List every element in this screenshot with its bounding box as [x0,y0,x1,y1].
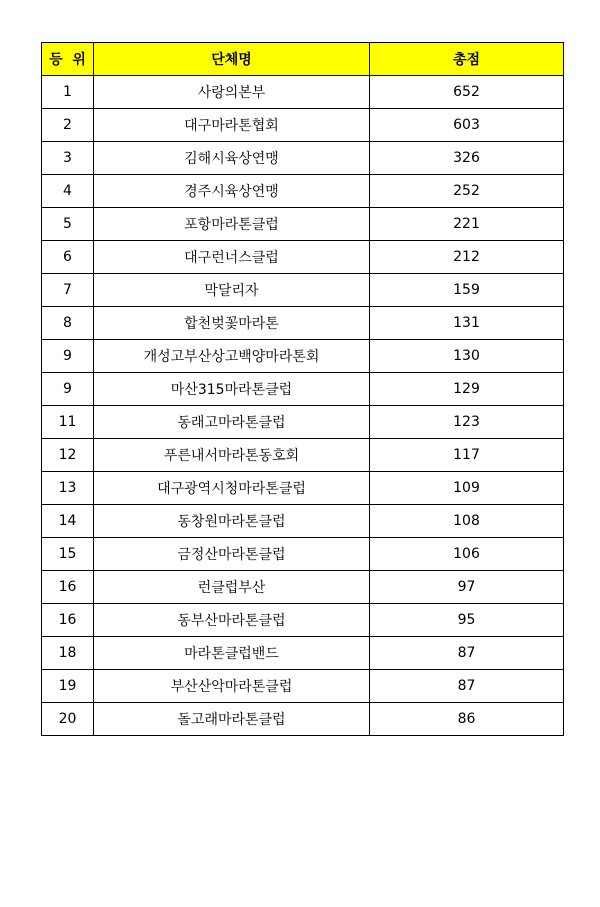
rank-cell: 9 [42,373,94,406]
rank-cell: 6 [42,241,94,274]
table-row [42,637,564,670]
table-row [42,538,564,571]
rank-cell: 11 [42,406,94,439]
table-body [42,76,564,736]
score-cell: 130 [370,340,564,373]
rank-cell: 12 [42,439,94,472]
rank-cell: 15 [42,538,94,571]
table-row [42,109,564,142]
rank-cell: 19 [42,670,94,703]
team-name-cell: 마라톤클럽밴드 [94,637,370,670]
team-name-cell: 부산산악마라톤클럽 [94,670,370,703]
table-row [42,307,564,340]
table-row [42,439,564,472]
score-cell: 108 [370,505,564,538]
score-cell: 221 [370,208,564,241]
score-cell: 603 [370,109,564,142]
team-name-cell: 동래고마라톤클럽 [94,406,370,439]
team-name-cell: 대구런너스클럽 [94,241,370,274]
team-name-cell: 돌고래마라톤클럽 [94,703,370,736]
team-name-cell: 대구광역시청마라톤클럽 [94,472,370,505]
rank-cell: 1 [42,76,94,109]
team-name-cell: 개성고부산상고백양마라톤회 [94,340,370,373]
table-row [42,208,564,241]
team-name-cell: 런클럽부산 [94,571,370,604]
score-cell: 326 [370,142,564,175]
score-cell: 123 [370,406,564,439]
team-name-cell: 막달리자 [94,274,370,307]
ranking-table [41,42,564,736]
rank-cell: 2 [42,109,94,142]
score-cell: 87 [370,670,564,703]
score-cell: 86 [370,703,564,736]
rank-cell: 7 [42,274,94,307]
rank-cell: 14 [42,505,94,538]
rank-cell: 9 [42,340,94,373]
table-header-row [42,43,564,76]
score-cell: 652 [370,76,564,109]
table-row [42,505,564,538]
score-cell: 87 [370,637,564,670]
table-row [42,571,564,604]
table-row [42,142,564,175]
table-row [42,274,564,307]
rank-cell: 3 [42,142,94,175]
score-cell: 252 [370,175,564,208]
header-team-name: 단체명 [94,43,370,76]
score-cell: 159 [370,274,564,307]
score-cell: 117 [370,439,564,472]
rank-cell: 18 [42,637,94,670]
score-cell: 106 [370,538,564,571]
table-row [42,340,564,373]
table-row [42,76,564,109]
rank-cell: 5 [42,208,94,241]
rank-cell: 13 [42,472,94,505]
team-name-cell: 합천벚꽃마라톤 [94,307,370,340]
rank-cell: 20 [42,703,94,736]
team-name-cell: 경주시육상연맹 [94,175,370,208]
team-name-cell: 금정산마라톤클럽 [94,538,370,571]
score-cell: 212 [370,241,564,274]
table-row [42,373,564,406]
score-cell: 109 [370,472,564,505]
score-cell: 95 [370,604,564,637]
team-name-cell: 푸른내서마라톤동호회 [94,439,370,472]
team-name-cell: 대구마라톤협회 [94,109,370,142]
team-name-cell: 사랑의본부 [94,76,370,109]
table-row [42,604,564,637]
table-row [42,406,564,439]
table-row [42,472,564,505]
team-name-cell: 포항마라톤클럽 [94,208,370,241]
score-cell: 97 [370,571,564,604]
table-row [42,670,564,703]
header-total-score: 총점 [370,43,564,76]
rank-cell: 4 [42,175,94,208]
team-name-cell: 동창원마라톤클럽 [94,505,370,538]
rank-cell: 16 [42,604,94,637]
score-cell: 131 [370,307,564,340]
rank-cell: 8 [42,307,94,340]
team-name-cell: 마산315마라톤클럽 [94,373,370,406]
table-row [42,175,564,208]
table-row [42,241,564,274]
table-row [42,703,564,736]
team-name-cell: 김해시육상연맹 [94,142,370,175]
header-rank: 등 위 [42,43,94,76]
team-name-cell: 동부산마라톤클럽 [94,604,370,637]
rank-cell: 16 [42,571,94,604]
score-cell: 129 [370,373,564,406]
